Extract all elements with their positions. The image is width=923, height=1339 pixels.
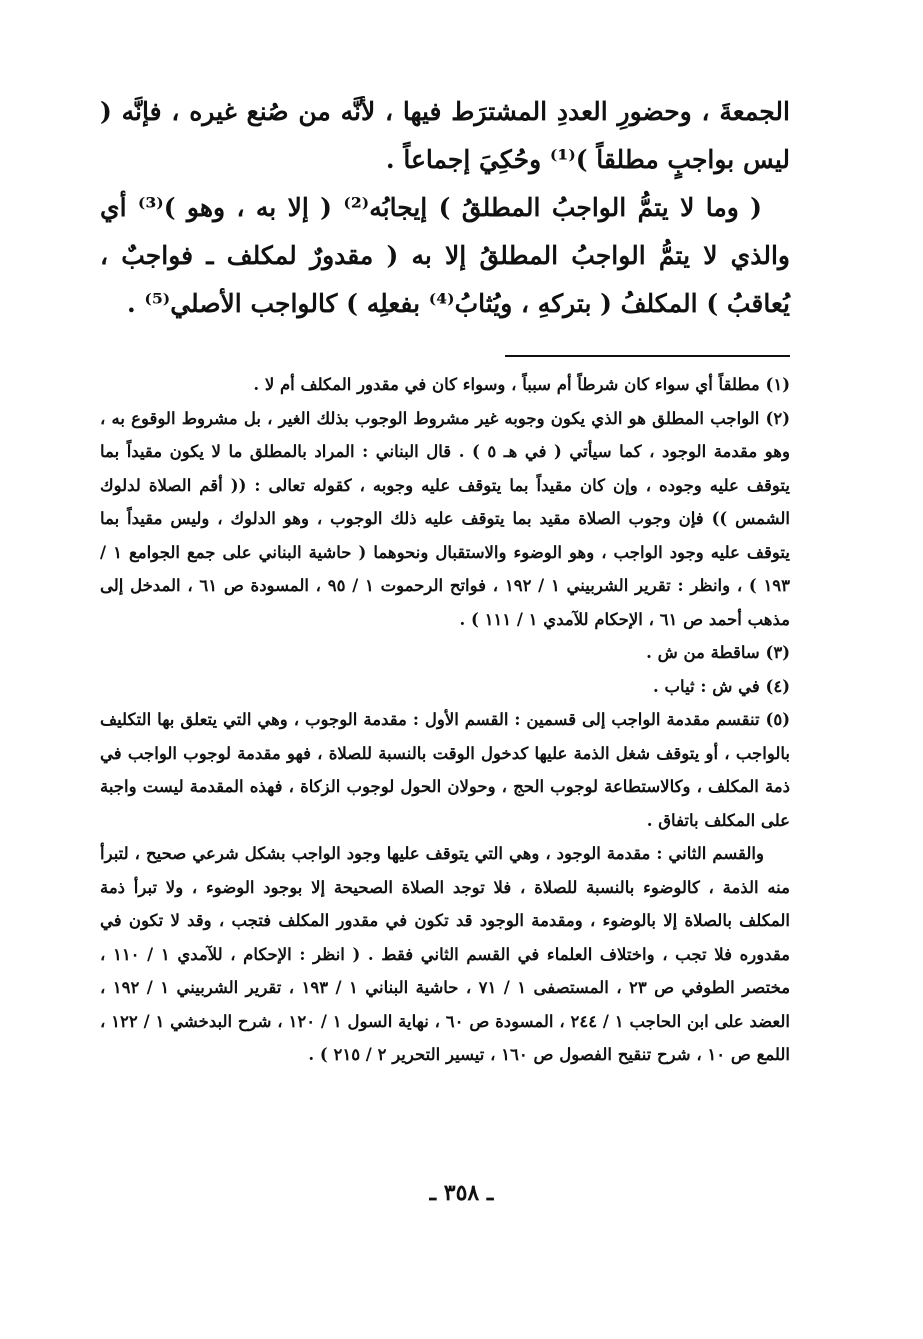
footnote-4: (٤) في ش : ثياب . [653, 676, 790, 696]
main-paragraph-1: الجمعةَ ، وحضورِ العددِ المشترَط فيها ، لأنَّه من صُنع غيره ، فإنَّه ( ليس بواجبٍ مطلقاً )⁽¹⁾ وحُكِيَ إجماعاً . [100, 97, 790, 174]
main-text [100, 88, 790, 328]
footnote-3: (٣) ساقطة من ش . [646, 643, 790, 662]
footnote-2: (٢) الواجب المطلق هو الذي يكون وجوبه غير مشروط الوجوب بذلك الغير ، بل مشروط الوقوع به ، وهو مقدمة الوجود ، كما سيأتي ( في هـ ٥ ) . قال البناني : المراد بالمطلق ما لا يكون مقيداً بما يتوقف عليه وجوده ، وإن كان مقيداً بما يتوقف عليه وجوبه ، كقوله تعالى : (( أقم الصلاة لدلوك الشمس )) فإن وجوب الصلاة مقيد بما يتوقف عليه ذلك الوجوب ، وهو الدلوك ، وليس مقيداً بما يتوقف عليه وجود الواجب ، وهو الوضوء والاستقبال ونحوهما ( حاشية البناني على جمع الجوامع ١ / ١٩٣ ) ، وانظر : تقرير الشربيني ١ / ١٩٢ ، فواتح الرحموت ١ / ٩٥ ، المسودة ص ٦١ ، المدخل إلى مذهب أحمد ص ٦١ ، الإحكام للآمدي ١ / ١١١ ) . [100, 408, 791, 629]
main-paragraph-2: ( وما لا يتمُّ الواجبُ المطلقُ ) إيجابُه⁽²⁾ ( إلا به ، وهو )⁽³⁾ أي والذي لا يتمُّ الواجبُ المطلقُ إلا به ( مقدورٌ لمكلف ـ فواجبٌ ، يُعاقبُ ) المكلفُ ( بتركهِ ، ويُثابُ⁽⁴⁾ بفعلِه ) كالواجب الأصلي⁽⁵⁾ . [100, 193, 790, 318]
footnote-5-part-2: والقسم الثاني : مقدمة الوجود ، وهي التي يتوقف عليها وجود الواجب بشكل شرعي صحيح ، لتبرأ منه الذمة ، كالوضوء بالنسبة للصلاة ، فلا توجد الصلاة الصحيحة إلا بوجود الوضوء ، ولا تبرأ ذمة المكلف بالصلاة إلا بالوضوء ، ومقدمة الوجود قد تكون في مقدور المكلف فتجب ، وقد لا تكون في مقدوره فلا تجب ، واختلاف العلماء في القسم الثاني فقط . ( انظر : الإحكام ، للآمدي ١ / ١١٠ ، مختصر الطوفي ص ٢٣ ، المستصفى ١ / ٧١ ، حاشية البناني ١ / ١٩٣ ، تقرير الشربيني ١ / ١٩٢ ، العضد على ابن الحاجب ١ / ٢٤٤ ، المسودة ص ٦٠ ، نهاية السول ١ / ١٢٠ ، شرح البدخشي ١ / ١٢٢ ، اللمع ص ١٠ ، شرح تنقيح الفصول ص ١٦٠ ، تيسير التحرير ٢ / ٢١٥ ) . [100, 844, 791, 1064]
page-number: ـ ٣٥٨ ـ [429, 1180, 494, 1206]
footnote-5-part-1: (٥) تنقسم مقدمة الواجب إلى قسمين : القسم الأول : مقدمة الوجوب ، وهي التي يتعلق بها التكليف بالواجب ، أو يتوقف شغل الذمة عليها كدخول الوقت بالنسبة للصلاة ، فهو مقدمة لوجوب الواجب في ذمة المكلف ، وكالاستطاعة لوجوب الحج ، وحولان الحول لوجوب الزكاة ، فهذه المقدمة ليست واجبة على المكلف باتفاق . [100, 710, 790, 830]
footnote-1: (١) مطلقاً أي سواء كان شرطاً أم سبباً ، وسواء كان في مقدور المكلف أم لا . [253, 375, 790, 394]
footnote-separator [505, 355, 790, 357]
footnotes [100, 368, 790, 1072]
